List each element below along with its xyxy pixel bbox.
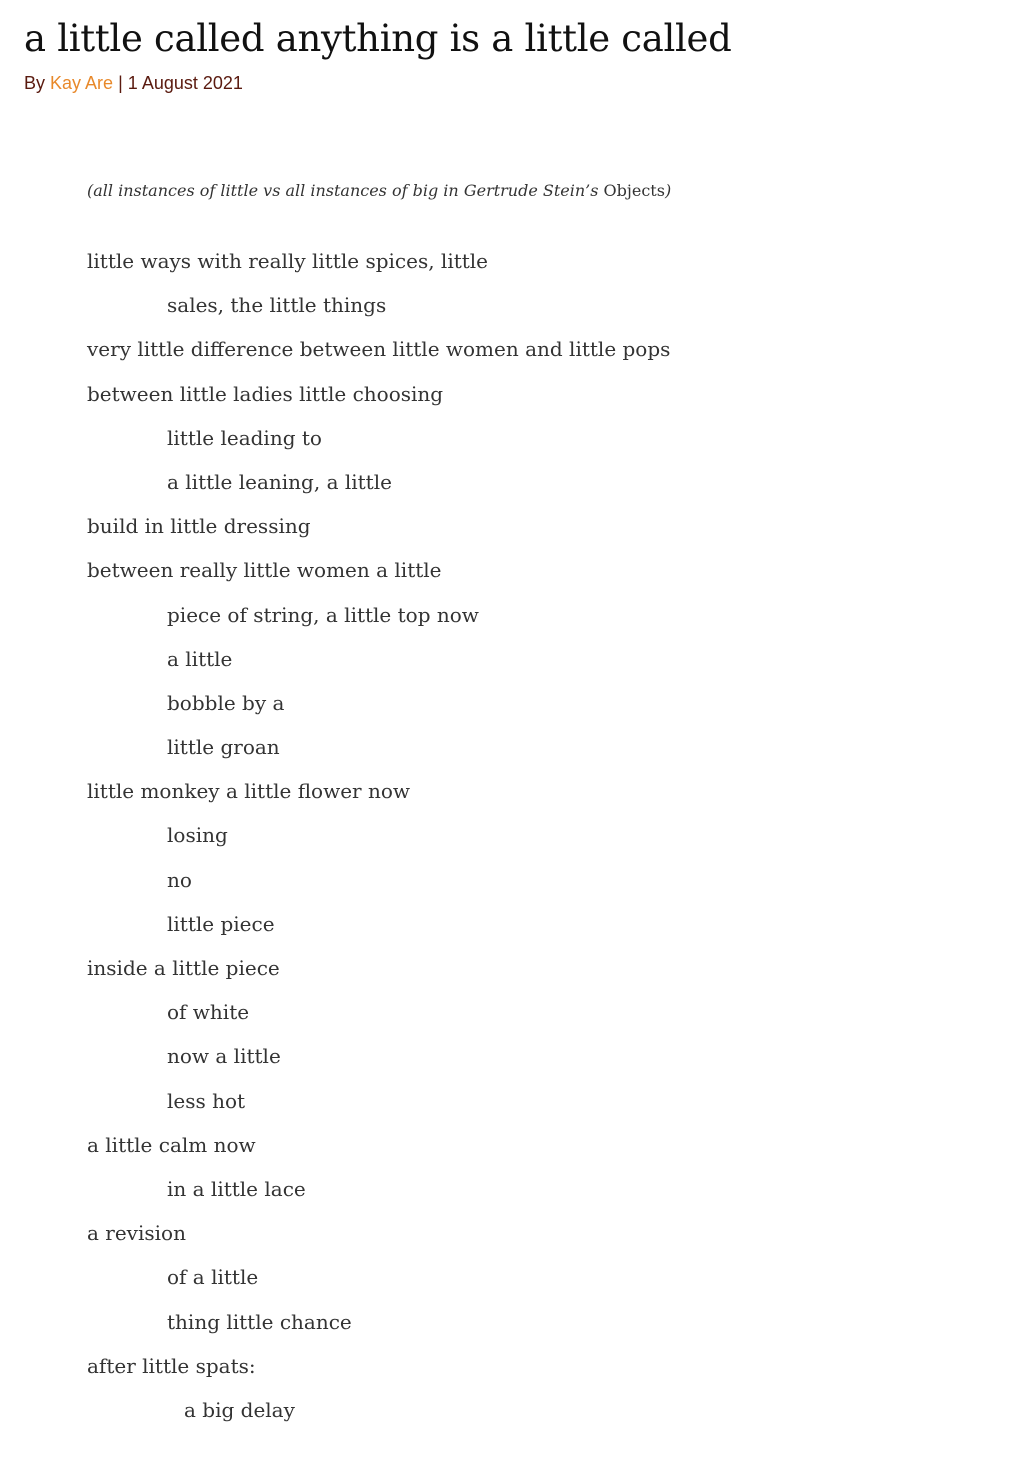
poem-line: less hot bbox=[167, 1088, 246, 1113]
poem-line: a little bbox=[167, 646, 233, 671]
poem-line: little piece bbox=[167, 911, 275, 936]
byline bbox=[24, 70, 243, 96]
poem-line: build in little dressing bbox=[87, 514, 311, 539]
poem-line: in a little lace bbox=[167, 1176, 306, 1201]
poem-line: of white bbox=[167, 1000, 250, 1025]
poem-line: bobble by a bbox=[167, 690, 285, 715]
poem-line: very little difference between little women and little pops bbox=[87, 337, 671, 362]
epigraph-text: all instances of little vs all instances of big in Gertrude Stein’s bbox=[93, 181, 599, 200]
poem-line: no bbox=[167, 867, 192, 892]
byline-separator: | bbox=[118, 73, 123, 93]
poem-line: after little spats: bbox=[87, 1353, 256, 1378]
publish-date: 1 August 2021 bbox=[127, 73, 243, 93]
epigraph-open-paren: ( bbox=[87, 181, 94, 200]
poem-line: little groan bbox=[167, 735, 280, 760]
poem-body bbox=[87, 243, 670, 1436]
poem-line: of a little bbox=[167, 1265, 259, 1290]
poem-line: little monkey a little flower now bbox=[87, 779, 410, 804]
epigraph-work-title: Objects bbox=[598, 181, 665, 200]
author-link[interactable]: Kay Are bbox=[50, 73, 114, 93]
poem-line: little leading to bbox=[167, 425, 322, 450]
poem-line: sales, the little things bbox=[167, 293, 387, 318]
page-title: a little called anything is a little called bbox=[24, 17, 732, 60]
poem-line: a revision bbox=[87, 1221, 186, 1246]
poem-line: between really little women a little bbox=[87, 558, 442, 583]
poem-line: between little ladies little choosing bbox=[87, 381, 444, 406]
poem-line: a little calm now bbox=[87, 1132, 256, 1157]
epigraph bbox=[87, 178, 671, 204]
poem-line: a little leaning, a little bbox=[167, 469, 392, 494]
epigraph-close-paren: ) bbox=[664, 181, 672, 200]
poem-line: now a little bbox=[167, 1044, 281, 1069]
poem-line: little ways with really little spices, little bbox=[87, 249, 489, 273]
poem-line: a big delay bbox=[184, 1397, 295, 1422]
poem-line: inside a little piece bbox=[87, 956, 280, 980]
poem-line: losing bbox=[167, 823, 228, 848]
poem-line: piece of string, a little top now bbox=[167, 602, 479, 627]
poem-line: thing little chance bbox=[167, 1309, 352, 1334]
byline-prefix: By bbox=[24, 73, 46, 93]
